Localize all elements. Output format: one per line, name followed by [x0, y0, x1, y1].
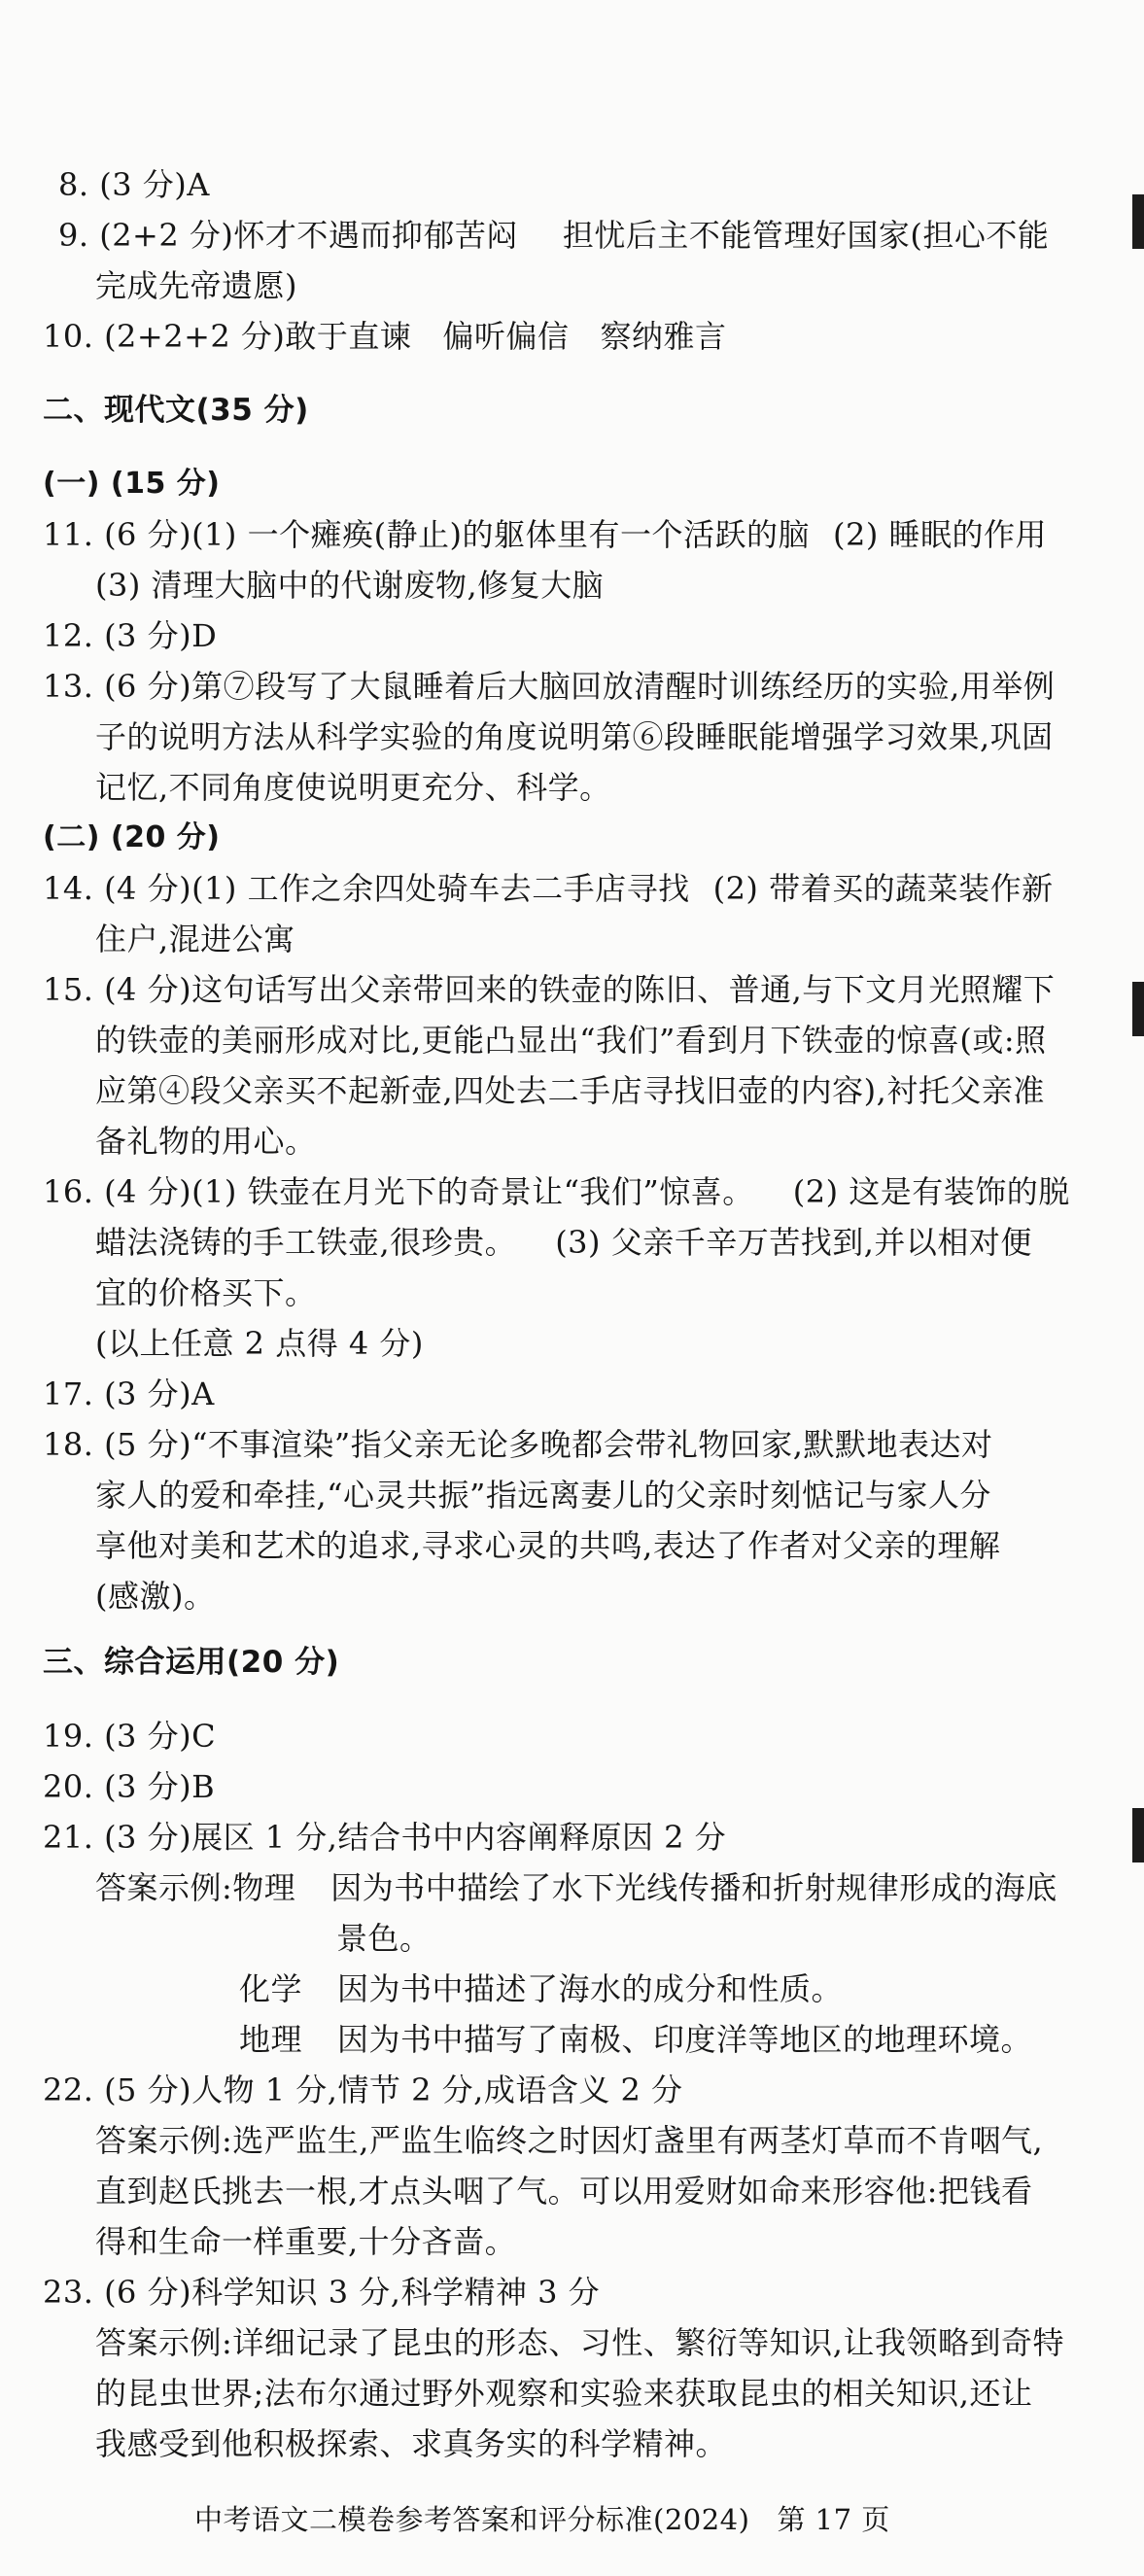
answer-14: 14. (4 分)(1) 工作之余四处骑车去二手店寻找 (2) 带着买的蔬菜装作新: [43, 870, 1054, 907]
answer-8: 8. (3 分)A: [58, 166, 210, 203]
answer-21-chemistry: 化学 因为书中描述了海水的成分和性质。: [239, 1970, 844, 2007]
answer-23: 23. (6 分)科学知识 3 分,科学精神 3 分: [43, 2274, 601, 2311]
answer-16-cont: 蜡法浇铸的手工铁壶,很珍贵。 (3) 父亲千辛万苦找到,并以相对便: [95, 1224, 1032, 1261]
page-number: 第 17 页: [777, 2503, 890, 2536]
scoring-note: (以上任意 2 点得 4 分): [95, 1325, 424, 1362]
answer-18: 18. (5 分)“不事渲染”指父亲无论多晚都会带礼物回家,默默地表达对: [43, 1426, 993, 1463]
answer-15: 15. (4 分)这句话写出父亲带回来的铁壶的陈旧、普通,与下文月光照耀下: [43, 971, 1056, 1008]
answer-11-cont: (3) 清理大脑中的代谢废物,修复大脑: [95, 567, 605, 604]
answer-22-example: 答案示例:选严监生,严监生临终之时因灯盏里有两茎灯草而不肯咽气,: [95, 2122, 1044, 2159]
answer-18-cont: 享他对美和艺术的追求,寻求心灵的共鸣,表达了作者对父亲的理解: [95, 1527, 1001, 1564]
subsection-heading-1: (一) (15 分): [43, 467, 221, 501]
section-heading-integrated: 三、综合运用(20 分): [43, 1645, 340, 1680]
binding-mark: [1132, 982, 1144, 1036]
binding-mark: [1132, 194, 1144, 249]
answer-13-cont: 记忆,不同角度使说明更充分、科学。: [95, 769, 611, 806]
footer-title: 中考语文二模卷参考答案和评分标准(2024): [194, 2503, 750, 2536]
binding-mark: [1132, 1808, 1144, 1862]
answer-22-example-cont: 得和生命一样重要,十分吝啬。: [95, 2223, 517, 2260]
answer-19: 19. (3 分)C: [43, 1718, 217, 1755]
answer-22: 22. (5 分)人物 1 分,情节 2 分,成语含义 2 分: [43, 2071, 683, 2108]
page-footer: [194, 2500, 890, 2539]
answer-23-example: 答案示例:详细记录了昆虫的形态、习性、繁衍等知识,让我领略到奇特: [95, 2324, 1064, 2361]
answer-17: 17. (3 分)A: [43, 1375, 215, 1412]
answer-15-cont: 备礼物的用心。: [95, 1123, 317, 1160]
answer-9-cont: 完成先帝遗愿): [95, 267, 297, 304]
section-heading-modern-text: 二、现代文(35 分): [43, 393, 309, 428]
answer-10: 10. (2+2+2 分)敢于直谏 偏听偏信 察纳雅言: [43, 318, 727, 355]
answer-18-cont: (感激)。: [95, 1578, 216, 1615]
answer-21: 21. (3 分)展区 1 分,结合书中内容阐释原因 2 分: [43, 1819, 727, 1856]
answer-21-example-cont: 景色。: [336, 1920, 432, 1957]
answer-18-cont: 家人的爱和牵挂,“心灵共振”指远离妻儿的父亲时刻惦记与家人分: [95, 1477, 991, 1514]
answer-22-example-cont: 直到赵氏挑去一根,才点头咽了气。可以用爱财如命来形容他:把钱看: [95, 2173, 1033, 2210]
answer-13-cont: 子的说明方法从科学实验的角度说明第⑥段睡眠能增强学习效果,巩固: [95, 718, 1054, 755]
answer-11: 11. (6 分)(1) 一个瘫痪(静止)的躯体里有一个活跃的脑 (2) 睡眠的作用: [43, 516, 1048, 553]
answer-12: 12. (3 分)D: [43, 617, 218, 654]
answer-16-cont: 宜的价格买下。: [95, 1274, 317, 1311]
answer-9: 9. (2+2 分)怀才不遇而抑郁苦闷 担忧后主不能管理好国家(担心不能: [58, 217, 1050, 254]
answer-15-cont: 的铁壶的美丽形成对比,更能凸显出“我们”看到月下铁壶的惊喜(或:照: [95, 1022, 1047, 1059]
answer-14-cont: 住户,混进公寓: [95, 921, 295, 957]
answer-23-example-cont: 我感受到他积极探索、求真务实的科学精神。: [95, 2425, 728, 2462]
answer-21-geography: 地理 因为书中描写了南极、印度洋等地区的地理环境。: [239, 2021, 1033, 2058]
subsection-heading-2: (二) (20 分): [43, 820, 221, 854]
answer-23-example-cont: 的昆虫世界;法布尔通过野外观察和实验来获取昆虫的相关知识,还让: [95, 2375, 1033, 2412]
answer-21-example: 答案示例:物理 因为书中描绘了水下光线传播和折射规律形成的海底: [95, 1869, 1057, 1906]
answer-16: 16. (4 分)(1) 铁壶在月光下的奇景让“我们”惊喜。 (2) 这是有装饰的脱: [43, 1173, 1070, 1210]
answer-20: 20. (3 分)B: [43, 1768, 216, 1805]
answer-15-cont: 应第④段父亲买不起新壶,四处去二手店寻找旧壶的内容),衬托父亲准: [95, 1072, 1045, 1109]
answer-13: 13. (6 分)第⑦段写了大鼠睡着后大脑回放清醒时训练经历的实验,用举例: [43, 668, 1056, 705]
